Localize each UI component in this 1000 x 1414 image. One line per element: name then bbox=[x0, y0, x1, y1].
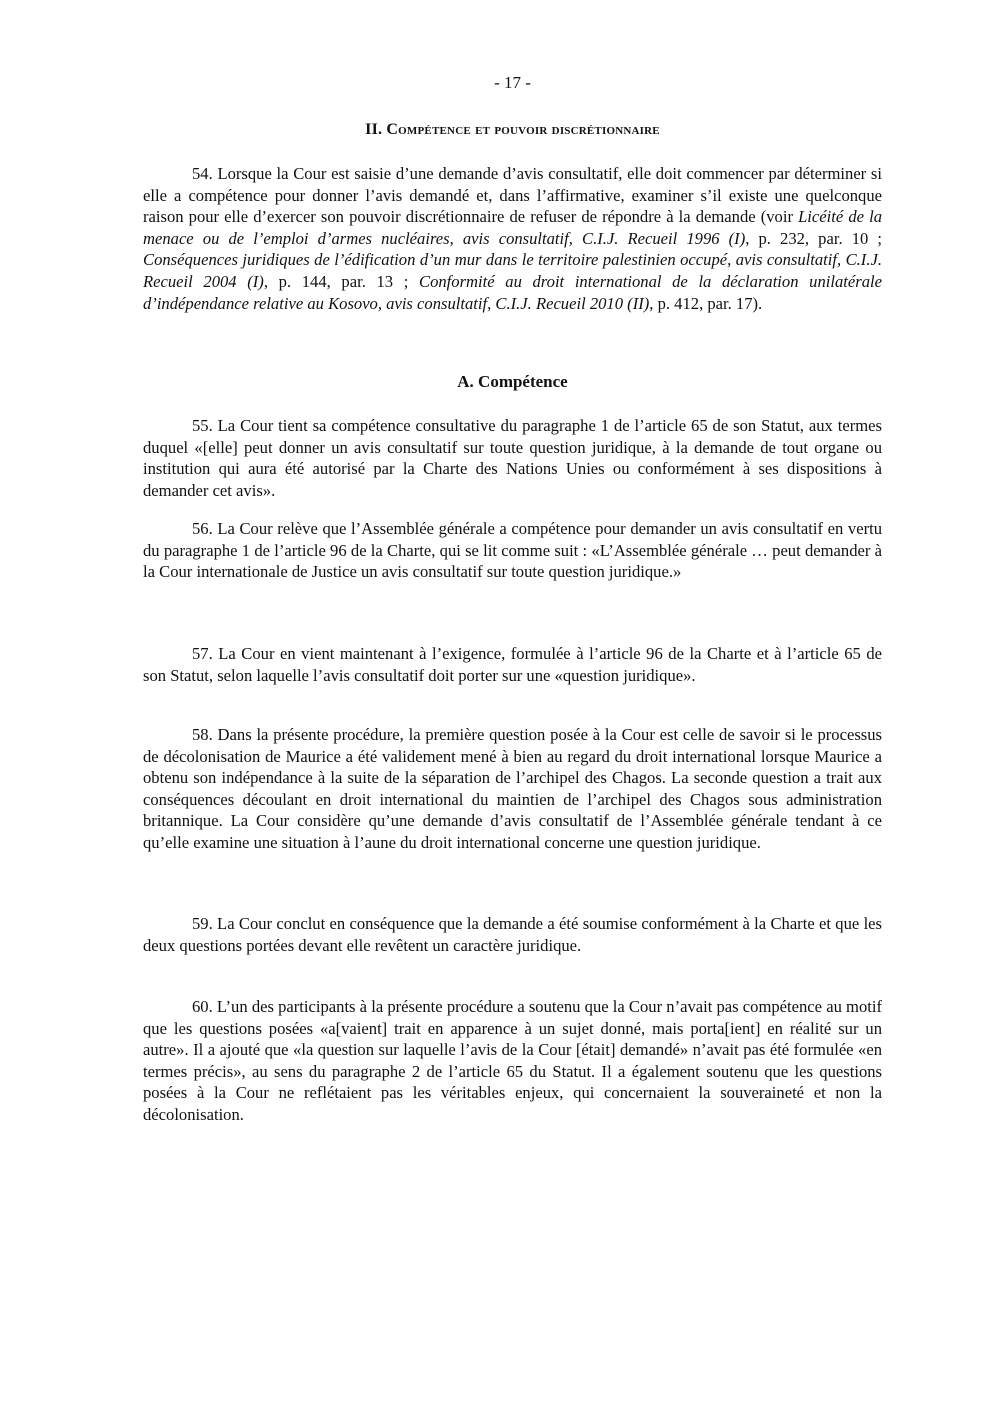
page-number: - 17 - bbox=[494, 73, 531, 92]
paragraph-56: 56. La Cour relève que l’Assemblée générale a compétence pour demander un avis consultatif en vertu du paragraphe 1 de l’article 96 de la Charte, qui se lit comme suit : «L’Assemblée générale … peut demander à la Cour internationale de Justice un avis consultatif sur toute question juridique.» bbox=[143, 519, 882, 582]
paragraph-54 bbox=[143, 163, 882, 314]
paragraph-55: 55. La Cour tient sa compétence consultative du paragraphe 1 de l’article 65 de son Statut, aux termes duquel «[elle] peut donner un avis consultatif sur toute question juridique, à la demande de tout organe ou institution qui aura été autorisé par la Charte des Nations Unies ou conformément à ses dispositions à demander cet avis». bbox=[143, 416, 882, 500]
paragraph-54-text-3: , p. 144, par. 13 ; bbox=[263, 271, 420, 291]
section-title: II. Compétence et pouvoir discrétionnaire bbox=[365, 121, 660, 138]
paragraph-59: 59. La Cour conclut en conséquence que la demande a été soumise conformément à la Charte et que les deux questions portées devant elle revêtent un caractère juridique. bbox=[143, 914, 882, 955]
case-citation-kosovo: Conformité au droit international de la déclaration unilatérale d’indépendance relative au Kosovo, avis consultatif, C.I.J. Recueil 2010 (II) bbox=[143, 271, 882, 313]
case-citation-nuclear-weapons: Licéité de la menace ou de l’emploi d’armes nucléaires, avis consultatif, C.I.J. Recueil 1996 (I) bbox=[143, 207, 882, 248]
subsection-title: A. Compétence bbox=[457, 372, 568, 391]
paragraph-57: 57. La Cour en vient maintenant à l’exigence, formulée à l’article 96 de la Charte et à l’article 65 de son Statut, selon laquelle l’avis consultatif doit porter sur une «question juridique». bbox=[143, 644, 882, 685]
paragraph-54-text-2: , p. 232, par. 10 ; bbox=[745, 228, 882, 248]
paragraph-60: 60. L’un des participants à la présente procédure a soutenu que la Cour n’avait pas compétence au motif que les questions posées «a[vaient] trait en apparence à un sujet donné, mais porta[ient] en réalité sur un autre». Il a ajouté que «la question sur laquelle l’avis de la Cour [était] demandé» n’avait pas été formulée «en termes précis», au sens du paragraphe 2 de l’article 65 du Statut. Il a également soutenu que les questions posées à la Cour ne reflétaient pas les véritables enjeux, qui concernaient la souveraineté et non la décolonisation. bbox=[143, 997, 882, 1124]
paragraph-54-text-1: 54. Lorsque la Cour est saisie d’une demande d’avis consultatif, elle doit commencer par déterminer si elle a compétence pour donner l’avis demandé et, dans l’affirmative, examiner s’il existe une quelconque raison pour elle d’exercer son pouvoir discrétionnaire de refuser de répondre à la demande (voir bbox=[143, 164, 882, 227]
paragraph-54-text-4: , p. 412, par. 17). bbox=[649, 293, 763, 313]
case-citation-wall: Conséquences juridiques de l’édification d’un mur dans le territoire palestinien occupé, avis consultatif, C.I.J. Recueil 2004 (I) bbox=[143, 250, 882, 291]
paragraph-58: 58. Dans la présente procédure, la première question posée à la Cour est celle de savoir si le processus de décolonisation de Maurice a été validement mené à bien au regard du droit international lorsque Maurice a obtenu son indépendance à la suite de la séparation de l’archipel des Chagos. La seconde question a trait aux conséquences découlant en droit international du maintien de l’archipel des Chagos sous administration britannique. La Cour considère qu’une demande d’avis consultatif de l’Assemblée générale tendant à ce qu’elle examine une situation à l’aune du droit international concerne une question juridique. bbox=[143, 725, 882, 852]
document-page bbox=[143, 0, 882, 1414]
